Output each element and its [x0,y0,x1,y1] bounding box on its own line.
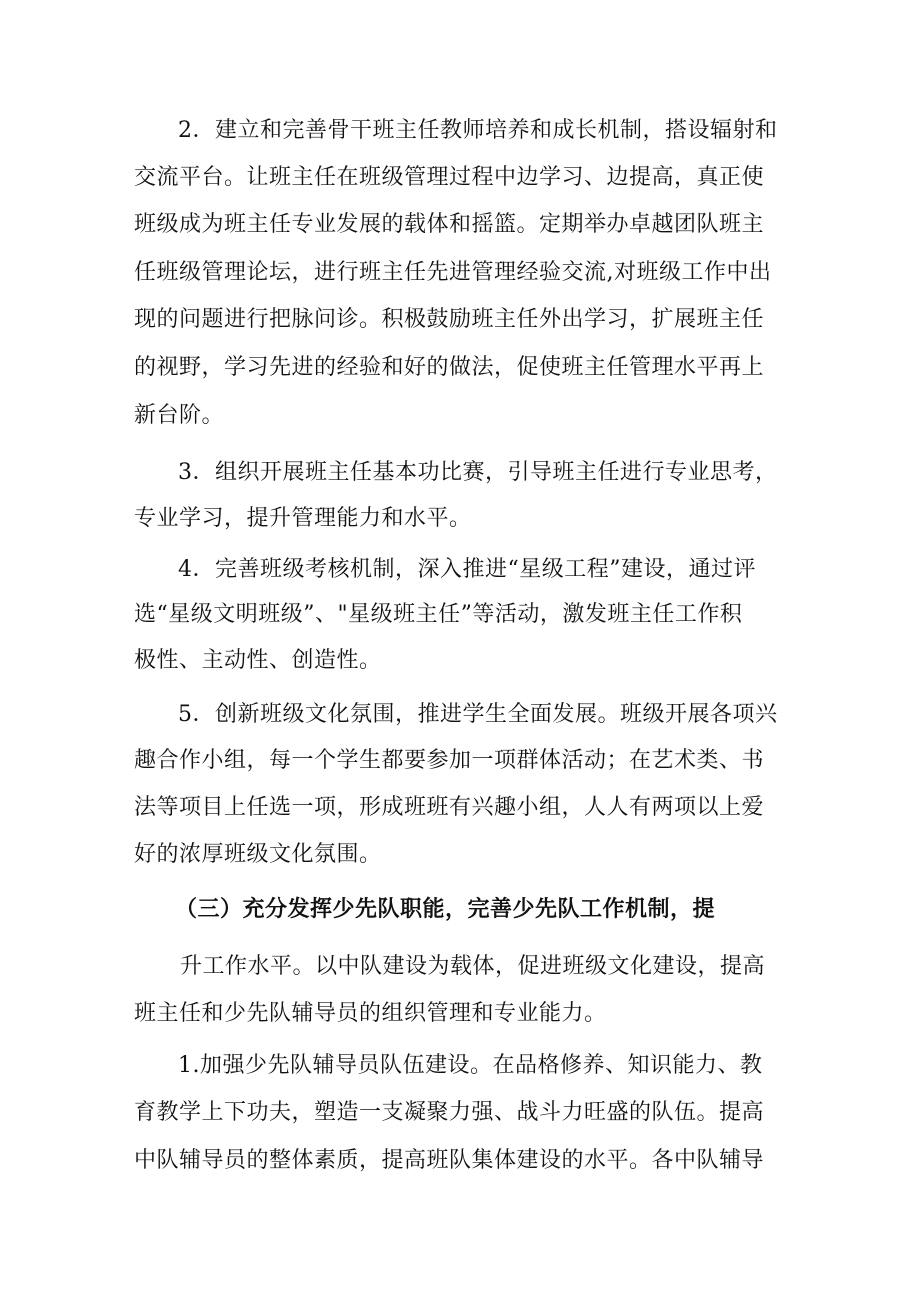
paragraph-2-line-3: 班级成为班主任专业发展的载体和摇篮。定期举办卓越团队班主 [134,212,765,237]
paragraph-5-line-3: 法等项目上任选一项，形成班班有兴趣小组，人人有两项以上爱 [134,795,765,820]
paragraph-2-line-7: 新台阶。 [134,403,225,428]
paragraph-2-line-1: 2．建立和完善骨干班主任教师培养和成长机制，搭设辐射和 [178,118,778,143]
paragraph-4-line-3: 极性、主动性、创造性。 [134,648,382,673]
paragraph-5-line-1: 5．创新班级文化氛围，推进学生全面发展。班级开展各项兴 [178,702,778,727]
paragraph-2-line-2: 交流平台。让班主任在班级管理过程中边学习、边提高，真正使 [134,165,765,190]
paragraph-4-line-1: 4．完善班级考核机制，深入推进“星级工程”建设，通过评 [178,557,756,582]
paragraph-4-line-2: 选“星级文明班级”、"星级班主任”等活动，激发班主任工作积 [134,602,743,627]
paragraph-5-line-2: 趣合作小组，每一个学生都要参加一项群体活动；在艺术类、书 [134,748,765,773]
paragraph-2-line-5: 现的问题进行把脉问诊。积极鼓励班主任外出学习，扩展班主任 [134,307,765,332]
section-heading: （三）充分发挥少先队职能，完善少先队工作机制，提 [175,896,716,922]
paragraph-6-line-3: 中队辅导员的整体素质，提高班队集体建设的水平。各中队辅导 [134,1148,765,1173]
paragraph-2-line-4: 任班级管理论坛，进行班主任先进管理经验交流,对班级工作中出 [134,260,772,285]
paragraph-6-line-1: 1.加强少先队辅导员队伍建设。在品格修养、知识能力、教 [178,1053,763,1078]
section-intro-line-1: 升工作水平。以中队建设为载体，促进班级文化建设，提高 [180,954,766,979]
paragraph-3-line-1: 3．组织开展班主任基本功比赛，引导班主任进行专业思考， [178,460,778,485]
section-intro-line-2: 班主任和少先队辅导员的组织管理和专业能力。 [134,1001,607,1026]
paragraph-6-line-2: 育教学上下功夫，塑造一支凝聚力强、战斗力旺盛的队伍。提高 [134,1100,765,1125]
paragraph-3-line-2: 专业学习，提升管理能力和水平。 [134,506,472,531]
paragraph-2-line-6: 的视野，学习先进的经验和好的做法，促使班主任管理水平再上 [134,355,765,380]
paragraph-5-line-4: 好的浓厚班级文化氛围。 [134,842,382,867]
